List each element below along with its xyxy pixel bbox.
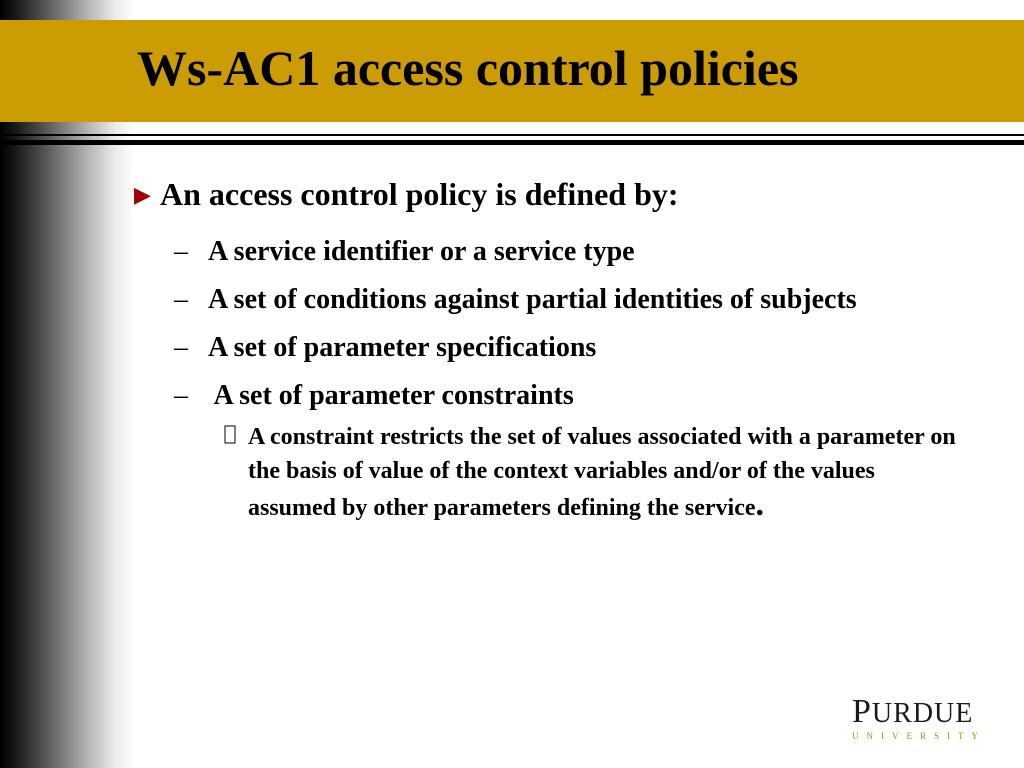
bullet-level2-text: A set of parameter specifications: [208, 332, 597, 363]
dash-icon: –: [174, 284, 188, 315]
dash-icon: –: [174, 332, 188, 363]
slide-body: [134, 174, 984, 525]
bullet-level2-list: [134, 232, 984, 416]
purdue-logo: [852, 693, 994, 741]
bullet-level2-text: A service identifier or a service type: [208, 236, 635, 267]
dash-icon: –: [174, 380, 188, 411]
logo-wordmark-cap: P: [852, 693, 872, 730]
bullet-level3-body: [248, 420, 968, 525]
bullet-level3-text: A constraint restricts the set of values associated with a parameter on the basis of value of the context variables and/or of the values assumed by other parameters defining the service: [248, 424, 956, 521]
bullet-level1-text: An access control policy is defined by:: [160, 176, 679, 212]
logo-wordmark-rest: URDUE: [871, 698, 974, 729]
logo-wordmark: [852, 693, 994, 730]
divider-thin: [0, 134, 1024, 136]
missing-glyph-box: [224, 424, 236, 444]
logo-subtitle: UNIVERSITY: [852, 731, 986, 741]
bullet-level2-item: [174, 328, 984, 368]
bullet-level2-text: A set of parameter constraints: [208, 380, 574, 411]
slide-title: Ws-AC1 access control policies: [137, 40, 799, 96]
missing-glyph-icon: [224, 421, 248, 455]
bullet-level2-item: [174, 280, 984, 320]
bullet-level1: [134, 174, 984, 218]
bullet-level2-text: A set of conditions against partial identities of subjects: [208, 284, 857, 315]
bullet-level2-item: [174, 232, 984, 272]
triangle-right-icon: ▶: [134, 182, 151, 207]
dash-icon: –: [174, 236, 188, 267]
bullet-level3: [224, 420, 984, 525]
bullet-level2-item: [174, 376, 984, 416]
divider-thick: [0, 140, 1024, 145]
bullet-level3-period: .: [755, 486, 764, 523]
